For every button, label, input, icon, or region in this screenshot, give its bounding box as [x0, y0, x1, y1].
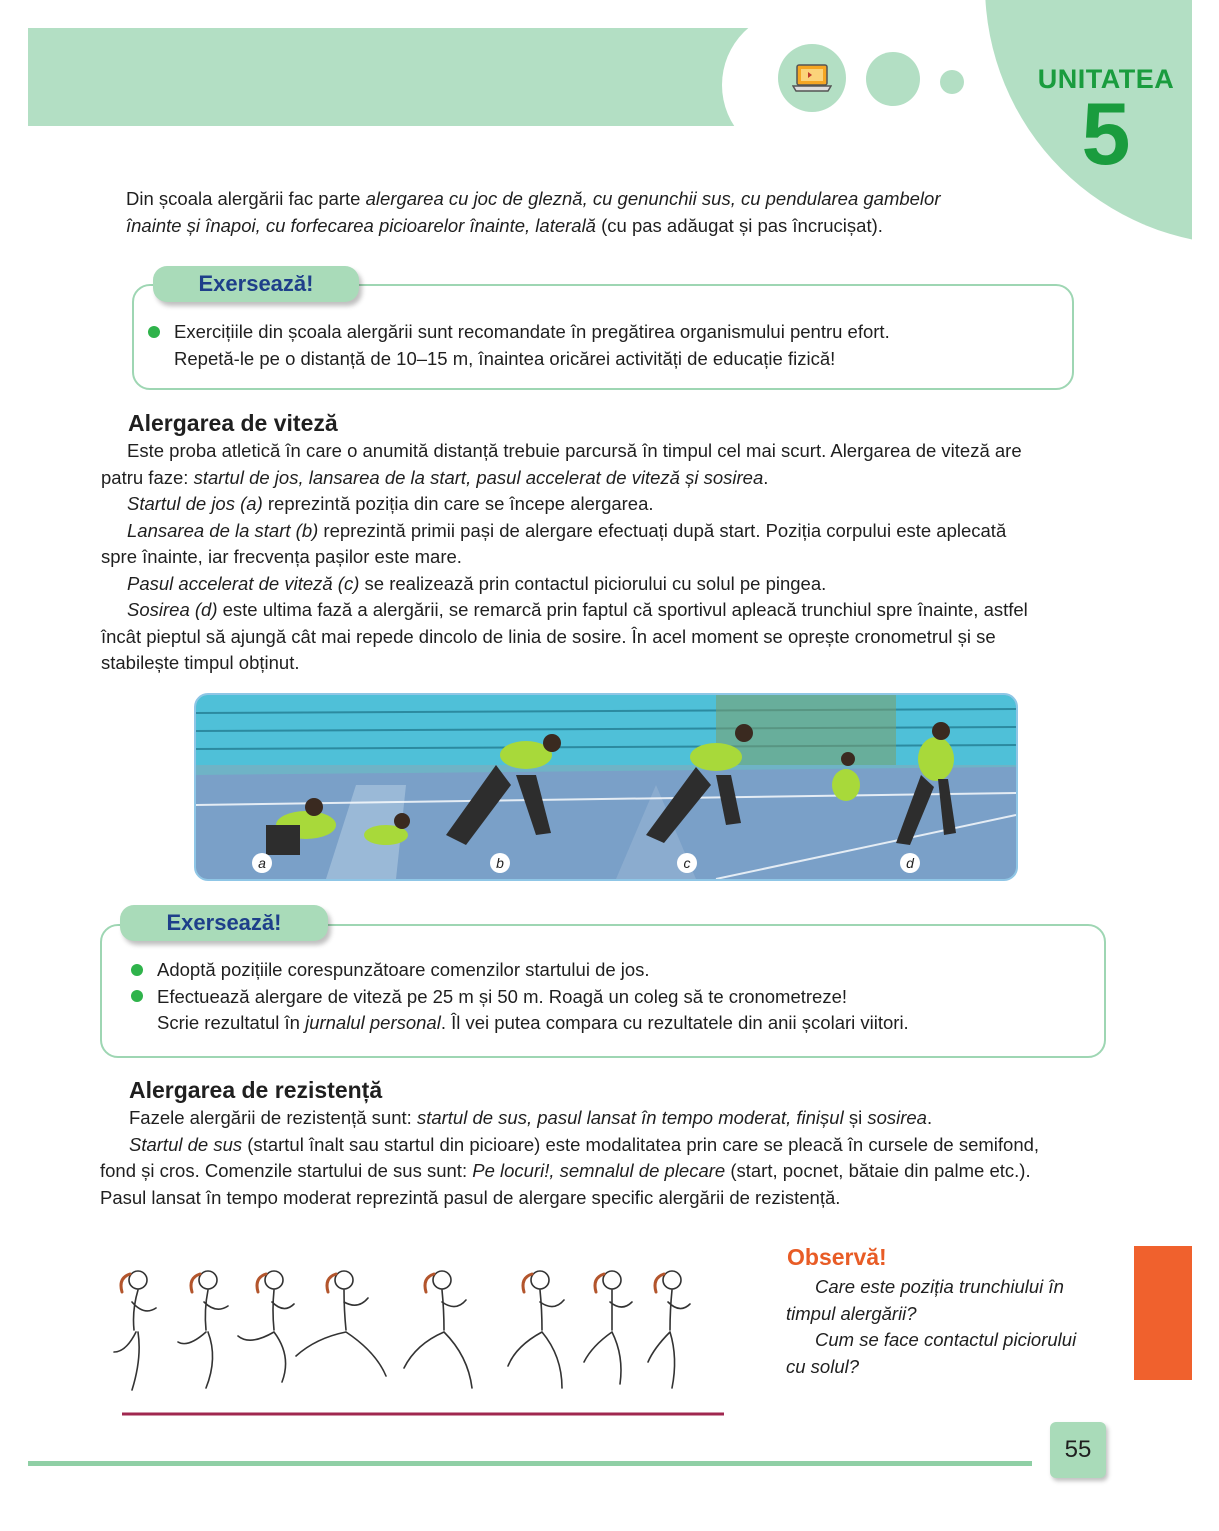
exercise-title: Exersează!: [120, 905, 328, 941]
exercise-text: Adoptă pozițiile corespunzătoare comenzilor startului de jos. Efectuează alergare de viteză pe 25 m și 50 m. Roagă un coleg să te cronometreze! Scrie rezultatul în jurnalul personal. Îl vei putea compara cu rezultatele din anii școlari viitori.: [157, 959, 909, 1033]
bullet: [131, 990, 143, 1002]
photo-label: a: [252, 853, 272, 873]
right-margin: [1192, 0, 1219, 260]
observe-questions: Care este poziția trunchiului în timpul alergării? Cum se face contactul piciorului cu solul?: [786, 1276, 1077, 1377]
laptop-icon: [792, 62, 832, 94]
bullet: [148, 326, 160, 338]
exercise-title: Exersează!: [153, 266, 359, 302]
photo-label: c: [677, 853, 697, 873]
chapter-tab: [1134, 1246, 1192, 1380]
sprint-paragraph: Este proba atletică în care o anumită distanță trebuie parcursă în timpul cel mai scurt. Alergarea de viteză are patru faze: startul de jos, lansarea de la start, pasul accelerat de viteză și sosirea. Startul de jos (a) reprezintă poziția din care se începe alergarea. Lansarea de la start (b) reprezintă primii pași de alergare efectuați după start. Poziția corpului este aplecată spre înainte, iar frecvența pașilor este mare. Pasul accelerat de viteză (c) se realizează prin contactul piciorului cu solul pe pingea. Sosirea (d) este ultima fază a alergării, se remarcă prin faptul că sportivul apleacă trunchiul spre înainte, astfel încât pieptul să ajungă cât mai repede dincolo de linia de sosire. În acel moment se oprește cronometrul și se stabilește timpul obținut.: [101, 440, 1028, 673]
intro-paragraph: Din școala alergării fac parte alergarea cu joc de gleznă, cu genunchii sus, cu pendularea gambelor înainte și înapoi, cu forfecarea picioarelor înainte, laterală (cu pas adăugat și pas încrucișat).: [126, 188, 941, 236]
section-heading: Alergarea de viteză: [128, 410, 338, 436]
unit-number: 5: [1081, 84, 1131, 183]
unit-label: UNITATEA: [1037, 64, 1175, 94]
section-heading: Alergarea de rezistență: [129, 1077, 383, 1103]
header-circle: [866, 52, 920, 106]
sprint-phases-photo: [194, 693, 1018, 881]
exercise-text: Exercițiile din școala alergării sunt recomandate în pregătirea organismului pentru efort. Repetă-le pe o distanță de 10–15 m, înaintea oricărei activități de educație fizică!: [174, 321, 890, 369]
photo-label: b: [490, 853, 510, 873]
photo-label: d: [900, 853, 920, 873]
bullet: [131, 964, 143, 976]
stadium-illustration: [196, 695, 1016, 879]
header-band: [28, 28, 788, 126]
endurance-paragraph: Fazele alergării de rezistență sunt: startul de sus, pasul lansat în tempo moderat, finișul și sosirea. Startul de sus (startul înalt sau startul din picioare) este modalitatea prin care se pleacă în cursele de semifond, fond și cros. Comenzile startului de sus sunt: Pe locuri!, semnalul de plecare (start, pocnet, bătaie din palme etc.). Pasul lansat în tempo moderat reprezintă pasul de alergare specific alergării de rezistență.: [100, 1107, 1040, 1208]
observe-title: Observă!: [787, 1244, 887, 1270]
footer-line: [28, 1461, 1032, 1466]
header-circle: [940, 70, 964, 94]
page-number: 55: [1050, 1422, 1106, 1478]
runner-sequence-illustration: [96, 1262, 736, 1422]
